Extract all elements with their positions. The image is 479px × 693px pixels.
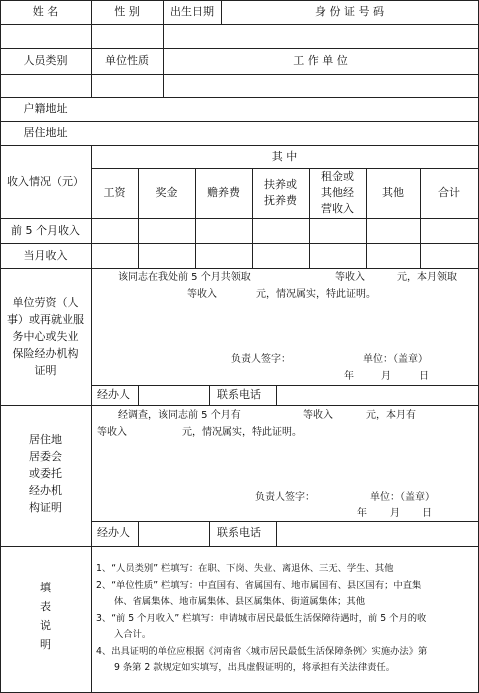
column-rent-line2: 其他经 — [321, 186, 354, 199]
committee-phone-label: 联系电话 — [217, 526, 261, 539]
instructions-label-1: 填 — [40, 581, 51, 594]
instruction-line-3: 体、省属集体、地市属集体、县区属集体、街道属集体；其他 — [114, 596, 366, 607]
employer-cert-text-1: 该同志在我处前 5 个月共领取 — [118, 272, 251, 283]
employer-cert-label-5: 证明 — [34, 364, 57, 377]
instruction-line-6: 4、出具证明的单位应根据《河南省〈城市居民最低生活保障条例〉实施办法》第 — [96, 646, 428, 657]
column-rent-line3: 营收入 — [321, 202, 354, 215]
column-wage: 工资 — [103, 186, 126, 199]
column-rent-line1: 租金或 — [321, 170, 354, 183]
employer-cert-text-4: 等收入 — [187, 289, 217, 300]
income-label: 收入情况（元） — [7, 175, 84, 188]
employer-handler-label: 经办人 — [97, 388, 130, 401]
id-number-label: 身 份 证 号 码 — [315, 5, 384, 18]
committee-month-label: 月 — [390, 508, 400, 519]
employer-signature-label: 负责人签字： — [231, 354, 291, 365]
instructions-label-2: 表 — [40, 600, 51, 613]
committee-cert-text-1: 经调查，该同志前 5 个月有 — [118, 410, 241, 421]
committee-cert-label-1: 居住地 — [29, 433, 62, 446]
column-alimony: 赡养费 — [207, 186, 240, 199]
instructions-label-4: 明 — [40, 638, 51, 651]
committee-cert-label-5: 构证明 — [29, 501, 62, 514]
gender-label: 性 别 — [114, 5, 140, 18]
committee-handler-label: 经办人 — [97, 526, 130, 539]
employer-month-label: 月 — [381, 371, 391, 382]
instructions-label-3: 说 — [40, 619, 51, 632]
committee-cert-text-4: 等收入 — [97, 427, 127, 438]
committee-year-label: 年 — [357, 508, 367, 519]
income-breakdown-header: 其 中 — [271, 150, 298, 163]
employer-cert-text-2: 等收入 — [335, 272, 365, 283]
committee-cert-text-2: 等收入 — [303, 410, 333, 421]
hukou-address-label: 户籍地址 — [23, 102, 68, 115]
employer-phone-label: 联系电话 — [217, 388, 261, 401]
committee-cert-text-3: 元，本月有 — [366, 410, 416, 421]
employer-cert-text-3: 元，本月领取 — [397, 272, 457, 283]
birth-date-label: 出生日期 — [170, 5, 214, 18]
residence-address-label: 居住地址 — [23, 126, 68, 139]
committee-cert-text-5: 元，情况属实，特此证明。 — [182, 427, 302, 438]
row-prev-5-months: 前 5 个月收入 — [11, 224, 80, 237]
instruction-line-5: 入合计。 — [114, 629, 152, 640]
employer-year-label: 年 — [344, 371, 354, 382]
column-other: 其他 — [382, 186, 404, 199]
work-unit-label: 工 作 单 位 — [293, 54, 348, 67]
employer-cert-label-2: 事）或再就业服 — [7, 313, 84, 326]
committee-cert-label-2: 居委会 — [29, 450, 62, 463]
category-label: 人员类别 — [23, 54, 68, 67]
committee-day-label: 日 — [422, 508, 432, 519]
instruction-line-4: 3、“前 5 个月收入” 栏填写：申请城市居民最低生活保障待遇时，前 5 个月的收 — [96, 613, 427, 624]
committee-cert-label-3: 或委托 — [29, 467, 62, 480]
employer-cert-label-4: 保险经办机构 — [12, 347, 79, 360]
employer-cert-label-1: 单位劳资（人 — [12, 296, 79, 309]
unit-nature-label: 单位性质 — [105, 54, 149, 67]
committee-signature-label: 负责人签字： — [255, 492, 315, 503]
employer-seal-label: 单位：（盖章） — [363, 354, 428, 365]
column-bonus: 奖金 — [155, 186, 178, 199]
employer-day-label: 日 — [419, 371, 429, 382]
employer-cert-label-3: 务中心或失业 — [12, 330, 79, 343]
committee-seal-label: 单位：（盖章） — [370, 492, 435, 503]
row-current-month: 当月收入 — [23, 249, 68, 262]
column-support-line1: 扶养或 — [264, 178, 297, 191]
column-support-line2: 抚养费 — [264, 194, 297, 207]
column-total: 合计 — [438, 186, 460, 199]
employer-cert-text-5: 元，情况属实，特此证明。 — [256, 289, 376, 300]
committee-cert-label-4: 经办机 — [29, 484, 62, 497]
name-label: 姓 名 — [32, 5, 59, 18]
instruction-line-7: 9 条第 2 款规定如实填写，出具虚假证明的，将承担有关法律责任。 — [114, 662, 396, 673]
instruction-line-1: 1、“人员类别” 栏填写：在职、下岗、失业、离退休、三无、学生、其他 — [96, 563, 394, 574]
instruction-line-2: 2、“单位性质” 栏填写：中直国有、省属国有、地市属国有、县区国有；中直集 — [96, 580, 422, 591]
